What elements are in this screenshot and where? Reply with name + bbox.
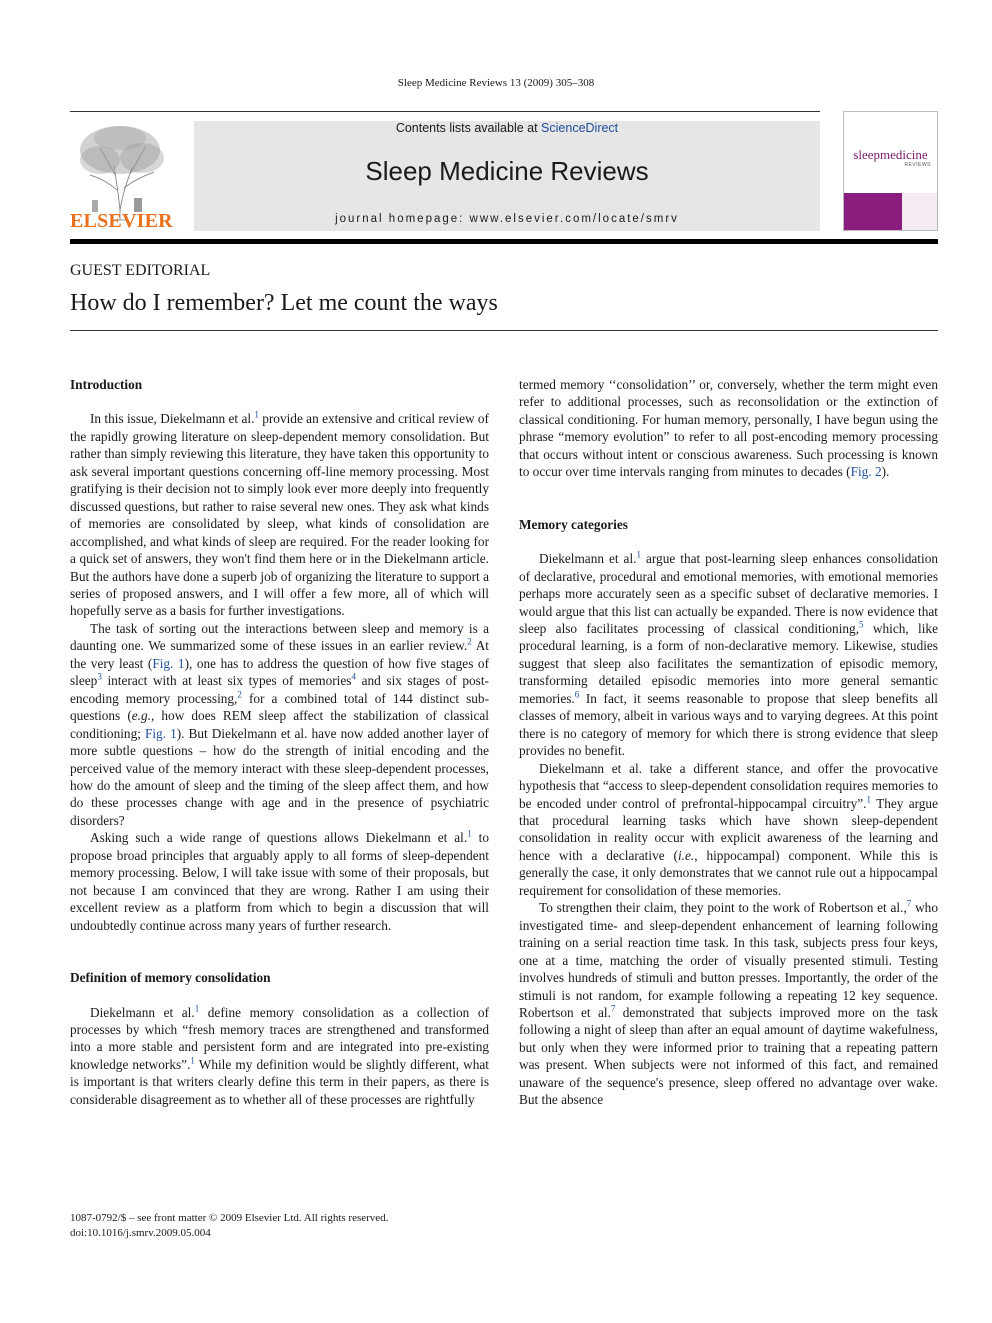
- section-heading-definition: Definition of memory consolidation: [70, 970, 271, 986]
- paragraph: Diekelmann et al.$^1$ argue that post-learning sleep enhances consolidation of declarative, procedural and emotional memories, with emotional memories perhaps more accurately seen as a specific subset of declarative memories. I would argue that this list can actually be expanded. There is now evidence that sleep also facilitates processing of classical conditioning,$^5$ which, like procedural learning, is a form of non-declarative memory. Likewise, studies suggest that sleep also facilitates the semantization of episodic memory, transforming detailed episodic memories into more general semantic memories.$^6$ In fact, it seems reasonable to propose that sleep benefits all classes of memory, albeit in various ways and to varying degrees. At this point there is no category of memory for which there is strong evidence that sleep provides no benefit.: [519, 549, 938, 759]
- journal-title: Sleep Medicine Reviews: [365, 156, 649, 186]
- paragraph: In this issue, Diekelmann et al.$^1$ provide an extensive and critical review of the rapidly growing literature on sleep-dependent memory consolidation. But rather than simply reviewing this literature, they have taken this opportunity to ask several important questions concerning off-line memory processing. Most gratifying is their decision not to simply look ever more deeply into frequently discussed questions, but rather to raise several new ones. They ask what kinds of memories are consolidated by sleep, what kinds of consolidation are accomplished, and what kinds of sleep are required. For the reader looking for a quick set of answers, they won't find them here or in the Diekelmann article. But the authors have done a superb job of organizing the literature to support a series of proposed answers, and I will offer a few more, all of which will hopefully serve as a basis for further investigations.: [70, 410, 489, 619]
- citation-link[interactable]: 6: [574, 689, 580, 700]
- citation-link[interactable]: 2: [467, 636, 472, 647]
- doi-line[interactable]: doi:10.1016/j.smrv.2009.05.004: [70, 1227, 211, 1239]
- section-heading-introduction: Introduction: [70, 377, 143, 392]
- masthead-rule: [70, 239, 938, 244]
- citation-link[interactable]: 1: [636, 549, 641, 560]
- paragraph: The task of sorting out the interactions between sleep and memory is a daunting one. We summarized some of these issues in an earlier review.$^2$ At the very least (Fig. 1), one has to address the question of how five stages of sleep$^3$ interact with at least six types of memories$^4$ and six stages of post-encoding memory processing,$^2$ for a combined total of 144 distinct sub-questions (e.g., how does REM sleep affect the stabilization of classical conditioning; Fig. 1). But Diekelmann et al. have now added another layer of more subtle questions – how do the strength of initial encoding and the perceived value of the memory interact with these sleep-dependent processes, how do the amount of sleep and the timing of the sleep affect them, and how do these processes change with age and in the presence of psychiatric disorders?: [70, 620, 490, 828]
- contents-availability: [194, 121, 820, 135]
- figure-link[interactable]: Fig. 2: [850, 464, 882, 480]
- copyright-line: 1087-0792/$ – see front matter © 2009 Elsevier Ltd. All rights reserved.: [70, 1212, 389, 1224]
- citation-link[interactable]: 2: [237, 689, 242, 700]
- sciencedirect-link[interactable]: ScienceDirect: [541, 121, 619, 135]
- elsevier-wordmark: ELSEVIER: [70, 210, 173, 232]
- journal-cover-thumbnail: [843, 111, 938, 231]
- citation-link[interactable]: 3: [97, 671, 102, 682]
- paragraph: Diekelmann et al.$^1$ define memory consolidation as a collection of processes by which “fresh memory traces are strengthened and transformed into a more stable and persistent form and are integrated into pre-existing knowledge networks”.$^1$ While my definition would be slightly different, what is important is that writers clearly define this term in their papers, as there is considerable disagreement as to whether all of these processes are rightfully: [70, 1003, 490, 1107]
- paragraph: termed memory ‘‘consolidation’’ or, conversely, whether the term might even refer to additional processes, such as reconsolidation or the extinction of classical conditioning. For human memory, personally, I have begun using the phrase “memory evolution” to refer to all post-encoding memory processing that occurs without intent or conscious awareness. Such processing is known to occur over time intervals ranging from minutes to decades (Fig. 2).: [519, 377, 938, 480]
- running-head: Sleep Medicine Reviews 13 (2009) 305–308: [397, 77, 595, 89]
- figure-link[interactable]: Fig. 1: [144, 725, 177, 741]
- article-title: How do I remember? Let me count the ways: [70, 290, 498, 316]
- cover-subtitle: REVIEWS: [904, 162, 931, 168]
- citation-link[interactable]: 5: [859, 619, 864, 630]
- citation-link[interactable]: 4: [351, 671, 356, 682]
- citation-link[interactable]: 7: [906, 898, 912, 909]
- article-type: GUEST EDITORIAL: [70, 262, 211, 279]
- contents-prefix: Contents lists available at: [395, 121, 542, 135]
- title-rule: [70, 330, 938, 331]
- paragraph: Diekelmann et al. take a different stance, and offer the provocative hypothesis that “access to sleep-dependent consolidation requires memories to be encoded under control of prefrontal-hippocampal circuitry”.$^1$ They argue that procedural learning tasks which have shown sleep-dependent consolidation in reality occur with explicit awareness of the learning and hence with a declarative (i.e., hippocampal) component. While this is generally the case, it only demonstrates that we cannot rule out a hippocampal requirement for consolidation of these memories.: [519, 760, 938, 898]
- cover-brand: sleepmedicine: [853, 147, 928, 162]
- citation-link[interactable]: 7: [610, 1003, 616, 1014]
- header-rule: [70, 111, 820, 112]
- paragraph: To strengthen their claim, they point to the work of Robertson et al.,$^7$ who investigated time- and sleep-dependent enhancement of learning following training on a serial reaction time task. In this task, subjects press four keys, one at a time, matching the order of visually presented stimuli. Testing involves hundreds of stimuli and button presses. Importantly, the order of the stimuli is not random, for example following a repeating 12 key sequence. Robertson et al.$^7$ demonstrated that subjects improved more on the task following a night of sleep than after an equal amount of daytime wakefulness, but only when they were informed prior to training that a repeating pattern was present. When subjects were not informed of this fact, and remained unaware of the sequence's presence, sleep offered no advantage over wake. But the absence: [519, 898, 939, 1108]
- left-column: [70, 376, 489, 1108]
- citation-link[interactable]: 1: [254, 410, 259, 421]
- citation-link[interactable]: 1: [866, 794, 871, 805]
- citation-link[interactable]: 1: [194, 1003, 200, 1014]
- citation-link[interactable]: 1: [190, 1055, 195, 1066]
- right-column: [519, 376, 938, 1109]
- cover-panel: [902, 193, 937, 230]
- citation-link[interactable]: 1: [467, 828, 472, 839]
- copyright-footer: [70, 1211, 388, 1241]
- journal-homepage[interactable]: journal homepage: www.elsevier.com/locate/smrv: [335, 213, 679, 225]
- figure-link[interactable]: Fig. 1: [152, 655, 185, 671]
- paragraph: Asking such a wide range of questions allows Diekelmann et al.$^1$ to propose broad principles that arguably apply to all forms of sleep-dependent memory processing. Below, I will take issue with some of their proposals, but not because I am convinced that they are wrong. Rather I am using their excellent review as a platform from which to begin a discussion that will undoubtedly continue across many years of further research.: [70, 828, 489, 933]
- section-heading-memory-categories: Memory categories: [519, 516, 628, 532]
